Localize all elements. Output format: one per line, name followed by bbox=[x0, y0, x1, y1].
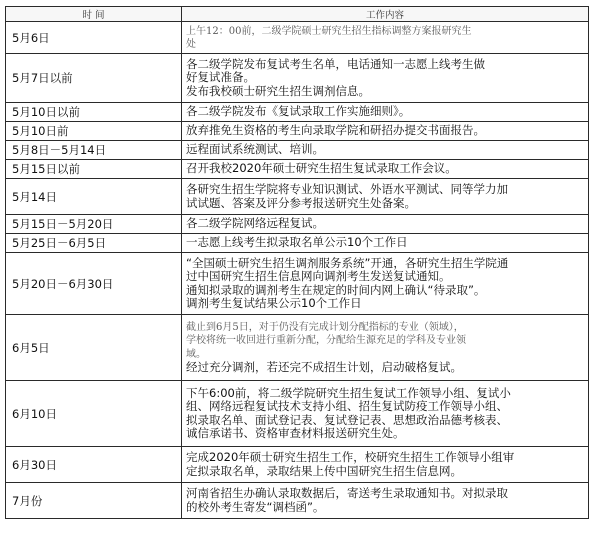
schedule-table bbox=[5, 6, 589, 519]
work-line: 试试题、答案及评分参考报送研究生处备案。 bbox=[186, 195, 416, 210]
work-line: 的校外考生寄发“调档函”。 bbox=[186, 499, 325, 514]
table-row bbox=[6, 22, 589, 54]
work-cell bbox=[182, 381, 589, 447]
time-cell: 5月8日－5月14日 bbox=[6, 141, 182, 160]
time-cell: 5月7日以前 bbox=[6, 54, 182, 103]
work-line: 远程面试系统测试、培训。 bbox=[186, 142, 324, 157]
time-cell: 5月14日 bbox=[6, 179, 182, 215]
table-row bbox=[6, 160, 589, 179]
table-row bbox=[6, 54, 589, 103]
time-cell: 5月20日－6月30日 bbox=[6, 253, 182, 315]
work-line: 上午12：00前，二级学院硕士研究生招生指标调整方案报研究生 bbox=[186, 25, 472, 37]
work-line: 拟录取名单、面试登记表、复试登记表、思想政治品德考核表、 bbox=[186, 412, 508, 427]
work-cell bbox=[182, 179, 589, 215]
time-cell: 6月5日 bbox=[6, 315, 182, 381]
header-row bbox=[6, 7, 589, 22]
time-cell: 6月30日 bbox=[6, 447, 182, 483]
work-line: 过中国研究生招生信息网向调剂考生发送复试通知。 bbox=[186, 269, 451, 284]
work-cell bbox=[182, 315, 589, 381]
work-line: 诚信承诺书、资格审查材料报送研究生处。 bbox=[186, 425, 405, 440]
time-cell: 5月10日以前 bbox=[6, 103, 182, 122]
work-line: “全国硕士研究生招生调剂服务系统”开通，各研究生招生学院通 bbox=[186, 255, 509, 270]
time-cell: 7月份 bbox=[6, 483, 182, 519]
work-line: 调剂考生复试结果公示10个工作日 bbox=[186, 295, 362, 310]
work-line: 处 bbox=[186, 38, 196, 50]
work-line: 截止到6月5日，对于仍没有完成计划分配指标的专业（领域）， bbox=[186, 321, 464, 333]
work-line: 学校将统一收回进行重新分配，分配给生源充足的学科及专业领 bbox=[186, 335, 466, 347]
work-line: 完成2020年硕士研究生招生工作，校研究生招生工作领导小组审 bbox=[186, 450, 515, 465]
work-cell bbox=[182, 215, 589, 234]
time-cell: 5月6日 bbox=[6, 22, 182, 54]
work-line: 河南省招生办确认录取数据后，寄送考生录取通知书。对拟录取 bbox=[186, 486, 508, 501]
work-line: 通知拟录取的调剂考生在规定的时间内网上确认“待录取”。 bbox=[186, 282, 486, 297]
table-row bbox=[6, 234, 589, 253]
work-line: 发布我校硕士研究生招生调剂信息。 bbox=[186, 83, 370, 98]
work-cell bbox=[182, 54, 589, 103]
work-line: 定拟录取名单，录取结果上传中国研究生招生信息网。 bbox=[186, 463, 462, 478]
work-line: 各研究生招生学院将专业知识测试、外语水平测试、同等学力加 bbox=[186, 182, 508, 197]
table-row bbox=[6, 179, 589, 215]
table-row bbox=[6, 381, 589, 447]
work-line: 各二级学院网络远程复试。 bbox=[186, 216, 324, 231]
work-line: 下午6:00前，将二级学院研究生招生复试工作领导小组、复试小 bbox=[186, 385, 511, 400]
work-line: 好复试准备。 bbox=[186, 70, 255, 85]
table-row bbox=[6, 103, 589, 122]
work-cell bbox=[182, 253, 589, 315]
work-cell bbox=[182, 22, 589, 54]
work-cell bbox=[182, 234, 589, 253]
work-cell bbox=[182, 141, 589, 160]
header-work: 工作内容 bbox=[182, 7, 589, 22]
work-line: 各二级学院发布《复试录取工作实施细则》。 bbox=[186, 104, 411, 119]
work-cell bbox=[182, 483, 589, 519]
table-row bbox=[6, 315, 589, 381]
work-cell bbox=[182, 447, 589, 483]
time-cell: 5月10日前 bbox=[6, 122, 182, 141]
work-line: 域。 bbox=[186, 348, 206, 360]
table-row bbox=[6, 122, 589, 141]
work-line: 各二级学院发布复试考生名单，电话通知一志愿上线考生做 bbox=[186, 56, 485, 71]
header-time: 时 间 bbox=[6, 7, 182, 22]
time-cell: 6月10日 bbox=[6, 381, 182, 447]
table-row bbox=[6, 447, 589, 483]
work-cell bbox=[182, 103, 589, 122]
work-line: 组、网络远程复试技术支持小组、招生复试防疫工作领导小组、 bbox=[186, 399, 508, 414]
table-row bbox=[6, 215, 589, 234]
time-cell: 5月25日－6月5日 bbox=[6, 234, 182, 253]
work-line: 一志愿上线考生拟录取名单公示10个工作日 bbox=[186, 235, 408, 250]
work-line: 召开我校2020年硕士研究生招生复试录取工作会议。 bbox=[186, 161, 457, 176]
work-line: 经过充分调剂，若还完不成招生计划，启动破格复试。 bbox=[186, 359, 462, 374]
time-cell: 5月15日以前 bbox=[6, 160, 182, 179]
table-row bbox=[6, 483, 589, 519]
work-line: 放弃推免生资格的考生向录取学院和研招办提交书面报告。 bbox=[186, 123, 485, 138]
table-row bbox=[6, 141, 589, 160]
table-row bbox=[6, 253, 589, 315]
work-cell bbox=[182, 160, 589, 179]
time-cell: 5月15日－5月20日 bbox=[6, 215, 182, 234]
work-cell bbox=[182, 122, 589, 141]
